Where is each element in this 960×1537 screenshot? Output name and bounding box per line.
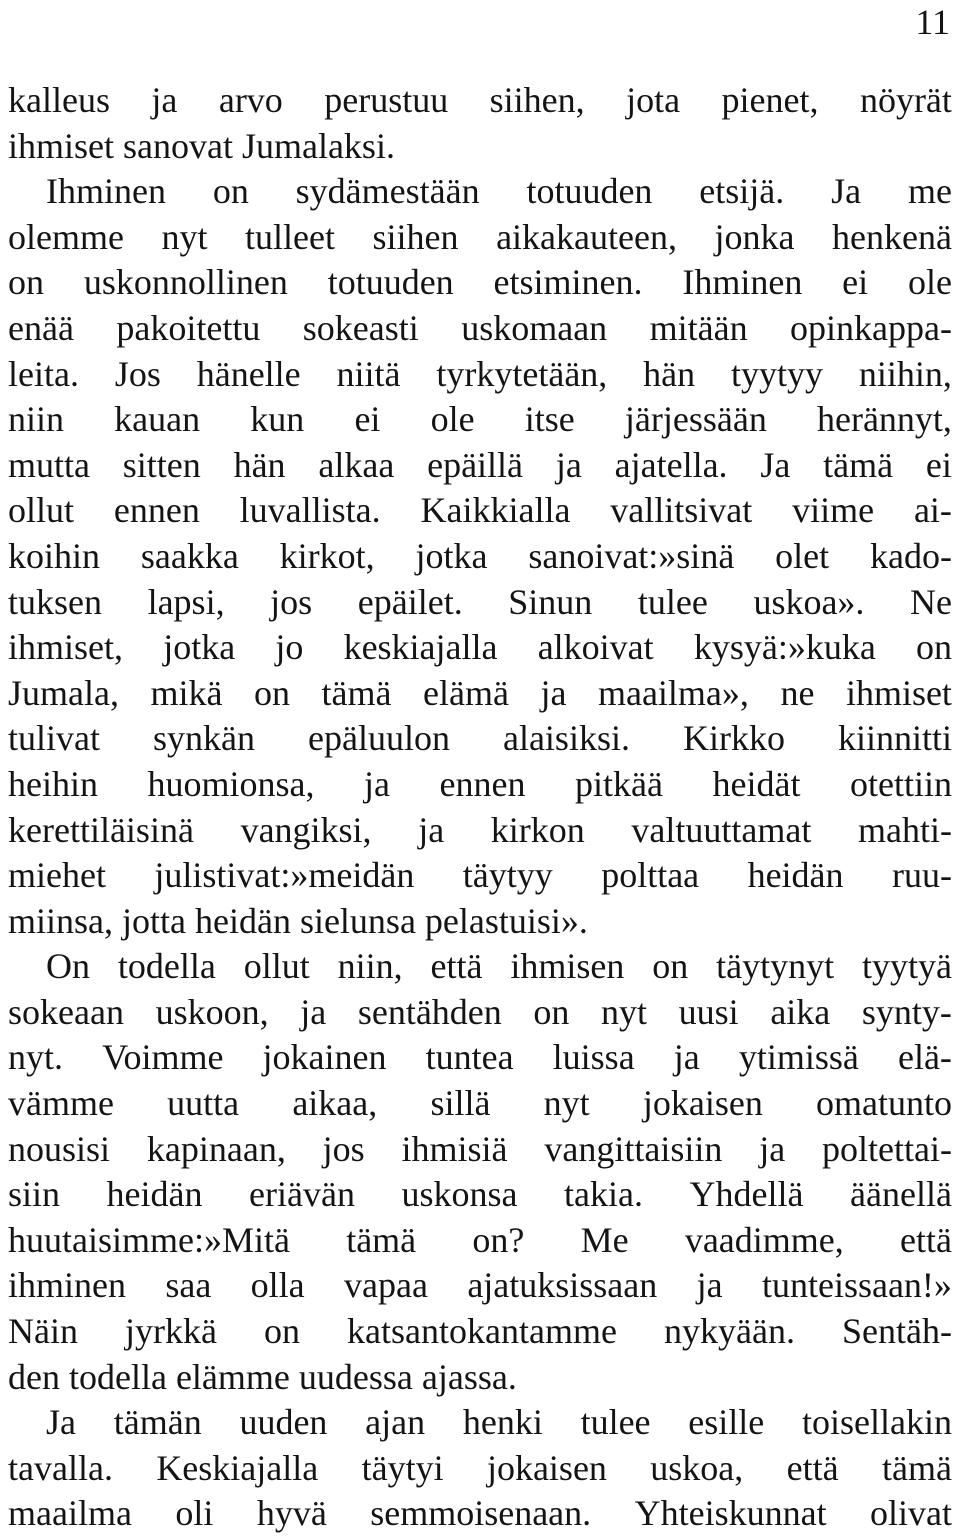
word: Keskiajalla	[156, 1447, 319, 1488]
word: kirkon	[490, 809, 585, 850]
word: äänellä	[850, 1174, 952, 1215]
text-line	[8, 352, 952, 398]
word: alkaa	[318, 444, 395, 485]
word: katsantokantamme	[347, 1311, 617, 1352]
word: pitkää	[575, 763, 663, 804]
text-line	[8, 899, 952, 945]
text-line	[8, 1081, 952, 1127]
text-line	[8, 78, 952, 124]
word: aikakauteen,	[496, 216, 677, 257]
word: sitten	[122, 444, 201, 485]
text-line	[8, 1446, 952, 1492]
word: mikä	[150, 672, 223, 713]
text-line	[8, 1218, 952, 1264]
word: ihmisen	[510, 946, 625, 987]
word: ole	[430, 399, 475, 440]
word: mitään	[649, 307, 748, 348]
text-line	[8, 215, 952, 261]
text-line-content: miinsa, jotta heidän sielunsa pelastuisi».	[8, 900, 588, 941]
word: epäilet.	[357, 581, 463, 622]
word: luvallista.	[239, 490, 381, 531]
word: uskoa».	[753, 581, 865, 622]
word: hän	[233, 444, 286, 485]
word: ei	[354, 399, 381, 440]
word: Sentäh-	[842, 1311, 952, 1352]
word: niihin,	[858, 353, 952, 394]
word: luissa	[552, 1037, 635, 1078]
text-line	[8, 260, 952, 306]
word: siihen,	[489, 80, 585, 120]
word: Ja	[46, 1402, 76, 1443]
word: eriävän	[249, 1174, 355, 1215]
word: ai-	[913, 490, 952, 531]
word: on?	[472, 1219, 525, 1260]
word: on	[8, 262, 44, 303]
word: nyt	[161, 216, 208, 257]
word: itse	[524, 399, 575, 440]
text-line	[8, 124, 952, 170]
word: hän	[643, 353, 696, 394]
word: täytynyt	[716, 946, 835, 987]
body-text	[8, 78, 952, 1537]
word: nöyrät	[859, 80, 952, 120]
word: ja	[555, 444, 582, 485]
word: Näin	[8, 1311, 78, 1352]
word: jonka	[714, 216, 795, 257]
word: epäluulon	[308, 718, 450, 759]
word: sillä	[430, 1083, 491, 1124]
word: leita.	[8, 353, 79, 394]
word: jos	[322, 1128, 365, 1169]
word: ja	[300, 991, 327, 1032]
word: on	[264, 1311, 301, 1352]
text-line	[8, 1172, 952, 1218]
word: olet	[775, 535, 830, 576]
text-line	[8, 990, 952, 1036]
word: heidät	[712, 763, 801, 804]
text-line-content: den todella elämme uudessa ajassa.	[8, 1356, 517, 1397]
word: uskoon,	[155, 991, 269, 1032]
word: Sinun	[508, 581, 593, 622]
word: alkoivat	[537, 627, 654, 668]
word: uutta	[167, 1083, 240, 1124]
word: semmoisenaan.	[370, 1493, 592, 1534]
word: etsijä.	[699, 171, 785, 212]
word: tämä	[321, 672, 392, 713]
word: elä-	[897, 1037, 952, 1078]
word: jotka	[415, 535, 488, 576]
word: Ja	[831, 171, 862, 212]
word: jyrkkä	[125, 1311, 217, 1352]
word: vangiksi,	[240, 809, 372, 850]
word: ja	[540, 672, 567, 713]
word: tulleet	[245, 216, 336, 257]
word: heidän	[106, 1174, 203, 1215]
word: hyvä	[256, 1493, 327, 1534]
word: lapsi,	[147, 581, 225, 622]
text-line	[8, 853, 952, 899]
word: uskonnollinen	[83, 262, 288, 303]
word: uusi	[678, 991, 739, 1032]
text-line	[8, 169, 952, 215]
text-line	[8, 625, 952, 671]
word: olemme	[8, 216, 124, 257]
text-line	[8, 762, 952, 808]
word: On	[46, 946, 90, 987]
word: tyytyä	[861, 946, 952, 987]
word: Kaikkialla	[420, 490, 571, 531]
word: omatunto	[816, 1083, 952, 1124]
word: ennen	[439, 763, 526, 804]
word: tulivat	[8, 718, 100, 759]
word: Me	[580, 1219, 629, 1260]
word: saa	[165, 1265, 212, 1306]
word: kysyä:»kuka	[693, 627, 876, 668]
word: tuksen	[8, 581, 102, 622]
word: kerettiläisinä	[8, 809, 194, 850]
word: siin	[8, 1174, 61, 1215]
word: tyytyy	[731, 353, 824, 394]
word: Kirkko	[682, 718, 785, 759]
word: aika	[770, 991, 831, 1032]
word: aikaa,	[292, 1083, 378, 1124]
text-line	[8, 306, 952, 352]
text-line	[8, 1309, 952, 1355]
word: todella	[117, 946, 216, 987]
word: kiinnitti	[837, 718, 952, 759]
word: ja	[151, 80, 178, 120]
word: Ihminen	[682, 262, 803, 303]
word: kirkot,	[279, 535, 375, 576]
word: tuntea	[425, 1037, 514, 1078]
word: maailma	[8, 1493, 132, 1534]
word: etsiminen.	[493, 262, 643, 303]
word: sokeasti	[302, 307, 419, 348]
word: jo	[275, 627, 304, 668]
word: ei	[842, 262, 869, 303]
word: totuuden	[526, 171, 653, 212]
word: tämä	[346, 1219, 417, 1260]
word: jokaisen	[486, 1447, 607, 1488]
word: jokainen	[262, 1037, 387, 1078]
word: epäillä	[427, 444, 524, 485]
word: tavalla.	[8, 1447, 113, 1488]
word: ihminen	[8, 1265, 126, 1306]
text-line-content: ihmiset sanovat Jumalaksi.	[8, 125, 395, 166]
word: nykyään.	[664, 1311, 795, 1352]
word: ja	[673, 1037, 700, 1078]
text-line	[8, 1491, 952, 1537]
word: ollut	[8, 490, 75, 531]
word: jokaisen	[642, 1083, 763, 1124]
word: ennen	[113, 490, 200, 531]
word: saakka	[140, 535, 239, 576]
word: jos	[270, 581, 313, 622]
text-line	[8, 1127, 952, 1173]
word: ruu-	[891, 855, 952, 896]
word: ollut	[243, 946, 310, 987]
word: kauan	[114, 399, 201, 440]
word: mahti-	[858, 809, 952, 850]
word: maailma»,	[597, 672, 749, 713]
word: Yhdellä	[689, 1174, 804, 1215]
word: Ne	[910, 581, 952, 622]
text-line	[8, 397, 952, 443]
text-line	[8, 1400, 952, 1446]
word: vangittaisiin	[544, 1128, 723, 1169]
word: tämä	[823, 444, 894, 485]
word: alaisiksi.	[502, 718, 630, 759]
word: pienet,	[721, 80, 819, 120]
word: nyt	[543, 1083, 590, 1124]
word: täytyy	[462, 855, 553, 896]
word: jota	[626, 80, 681, 120]
word: ihmisiä	[401, 1128, 508, 1169]
word: synty-	[861, 991, 952, 1032]
word: koihin	[8, 535, 101, 576]
word: henkenä	[832, 216, 952, 257]
word: enää	[8, 307, 74, 348]
word: pakoitettu	[116, 307, 261, 348]
word: henki	[462, 1402, 543, 1443]
word: uskonsa	[401, 1174, 518, 1215]
word: nyt	[601, 991, 648, 1032]
word: kun	[250, 399, 305, 440]
word: esille	[688, 1402, 765, 1443]
word: että	[786, 1447, 839, 1488]
word: nyt.	[8, 1037, 64, 1078]
word: nousisi	[8, 1128, 111, 1169]
word: on	[212, 171, 249, 212]
word: sanoivat:»sinä	[528, 535, 735, 576]
word: on	[254, 672, 290, 713]
word: poltettai-	[822, 1128, 952, 1169]
word: julistivat:»meidän	[154, 855, 415, 896]
word: Voimme	[102, 1037, 224, 1078]
word: tämän	[113, 1402, 202, 1443]
word: niitä	[336, 353, 401, 394]
word: Ja	[760, 444, 791, 485]
word: vallitsivat	[610, 490, 753, 531]
word: täytyi	[361, 1447, 444, 1488]
word: elämä	[423, 672, 509, 713]
word: sokeaan	[8, 991, 124, 1032]
word: olla	[250, 1265, 305, 1306]
word: polttaa	[601, 855, 700, 896]
word: ytimissä	[738, 1037, 859, 1078]
word: keskiajalla	[343, 627, 498, 668]
word: on	[652, 946, 689, 987]
word: ei	[925, 444, 952, 485]
word: on	[533, 991, 570, 1032]
word: ja	[418, 809, 445, 850]
word: sentähden	[357, 991, 502, 1032]
word: ja	[696, 1265, 723, 1306]
word: tyrkytetään,	[436, 353, 608, 394]
word: herännyt,	[816, 399, 952, 440]
word: jotka	[163, 627, 236, 668]
word: ajan	[365, 1402, 426, 1443]
word: heihin	[8, 763, 98, 804]
word: totuuden	[327, 262, 454, 303]
word: niin,	[337, 946, 403, 987]
word: huomionsa,	[147, 763, 315, 804]
word: kalleus	[8, 80, 110, 120]
word: että	[430, 946, 483, 987]
word: oli	[175, 1493, 214, 1534]
word: uuden	[239, 1402, 328, 1443]
word: Jumala,	[8, 672, 119, 713]
word: toisellakin	[802, 1402, 952, 1443]
word: ihmiset,	[8, 627, 123, 668]
word: että	[899, 1219, 952, 1260]
word: olivat	[870, 1493, 952, 1534]
word: tulee	[637, 581, 708, 622]
word: vapaa	[344, 1265, 428, 1306]
word: viime	[792, 490, 875, 531]
word: on	[916, 627, 952, 668]
word: uskomaan	[461, 307, 608, 348]
word: ja	[364, 763, 390, 804]
word: hänelle	[196, 353, 301, 394]
word: arvo	[218, 80, 283, 120]
word: siihen	[372, 216, 459, 257]
word: synkän	[153, 718, 255, 759]
text-line	[8, 580, 952, 626]
word: vaadimme,	[684, 1219, 844, 1260]
word: ole	[908, 262, 952, 303]
word: tunteissaan!»	[761, 1265, 952, 1306]
page-number: 11	[915, 2, 950, 42]
word: Yhteiskunnat	[634, 1493, 827, 1534]
word: ihmiset	[845, 672, 952, 713]
text-line	[8, 534, 952, 580]
word: tämä	[881, 1447, 952, 1488]
word: kapinaan,	[146, 1128, 286, 1169]
word: tulee	[580, 1402, 651, 1443]
text-line	[8, 944, 952, 990]
word: opinkappa-	[790, 307, 952, 348]
word: kado-	[869, 535, 952, 576]
word: mutta	[8, 444, 90, 485]
text-line	[8, 716, 952, 762]
text-line	[8, 1263, 952, 1309]
word: otettiin	[849, 763, 952, 804]
word: takia.	[564, 1174, 644, 1215]
word: ja	[759, 1128, 786, 1169]
text-line	[8, 808, 952, 854]
word: järjessään	[624, 399, 767, 440]
word: Jos	[114, 353, 161, 394]
word: me	[907, 171, 952, 212]
word: niin	[8, 399, 65, 440]
word: perustuu	[324, 80, 449, 120]
text-line	[8, 1355, 952, 1401]
text-line	[8, 443, 952, 489]
text-line	[8, 488, 952, 534]
word: ajatuksissaan	[467, 1265, 658, 1306]
word: miehet	[8, 855, 106, 896]
text-line	[8, 671, 952, 717]
word: valtuuttamat	[631, 809, 812, 850]
word: Ihminen	[46, 171, 166, 212]
word: huutaisimme:»Mitä	[8, 1219, 290, 1260]
word: ajatella.	[614, 444, 728, 485]
word: ne	[780, 672, 815, 713]
word: heidän	[747, 855, 844, 896]
word: sydämestään	[295, 171, 480, 212]
word: vämme	[8, 1083, 114, 1124]
word: uskoa,	[650, 1447, 744, 1488]
text-line	[8, 1035, 952, 1081]
